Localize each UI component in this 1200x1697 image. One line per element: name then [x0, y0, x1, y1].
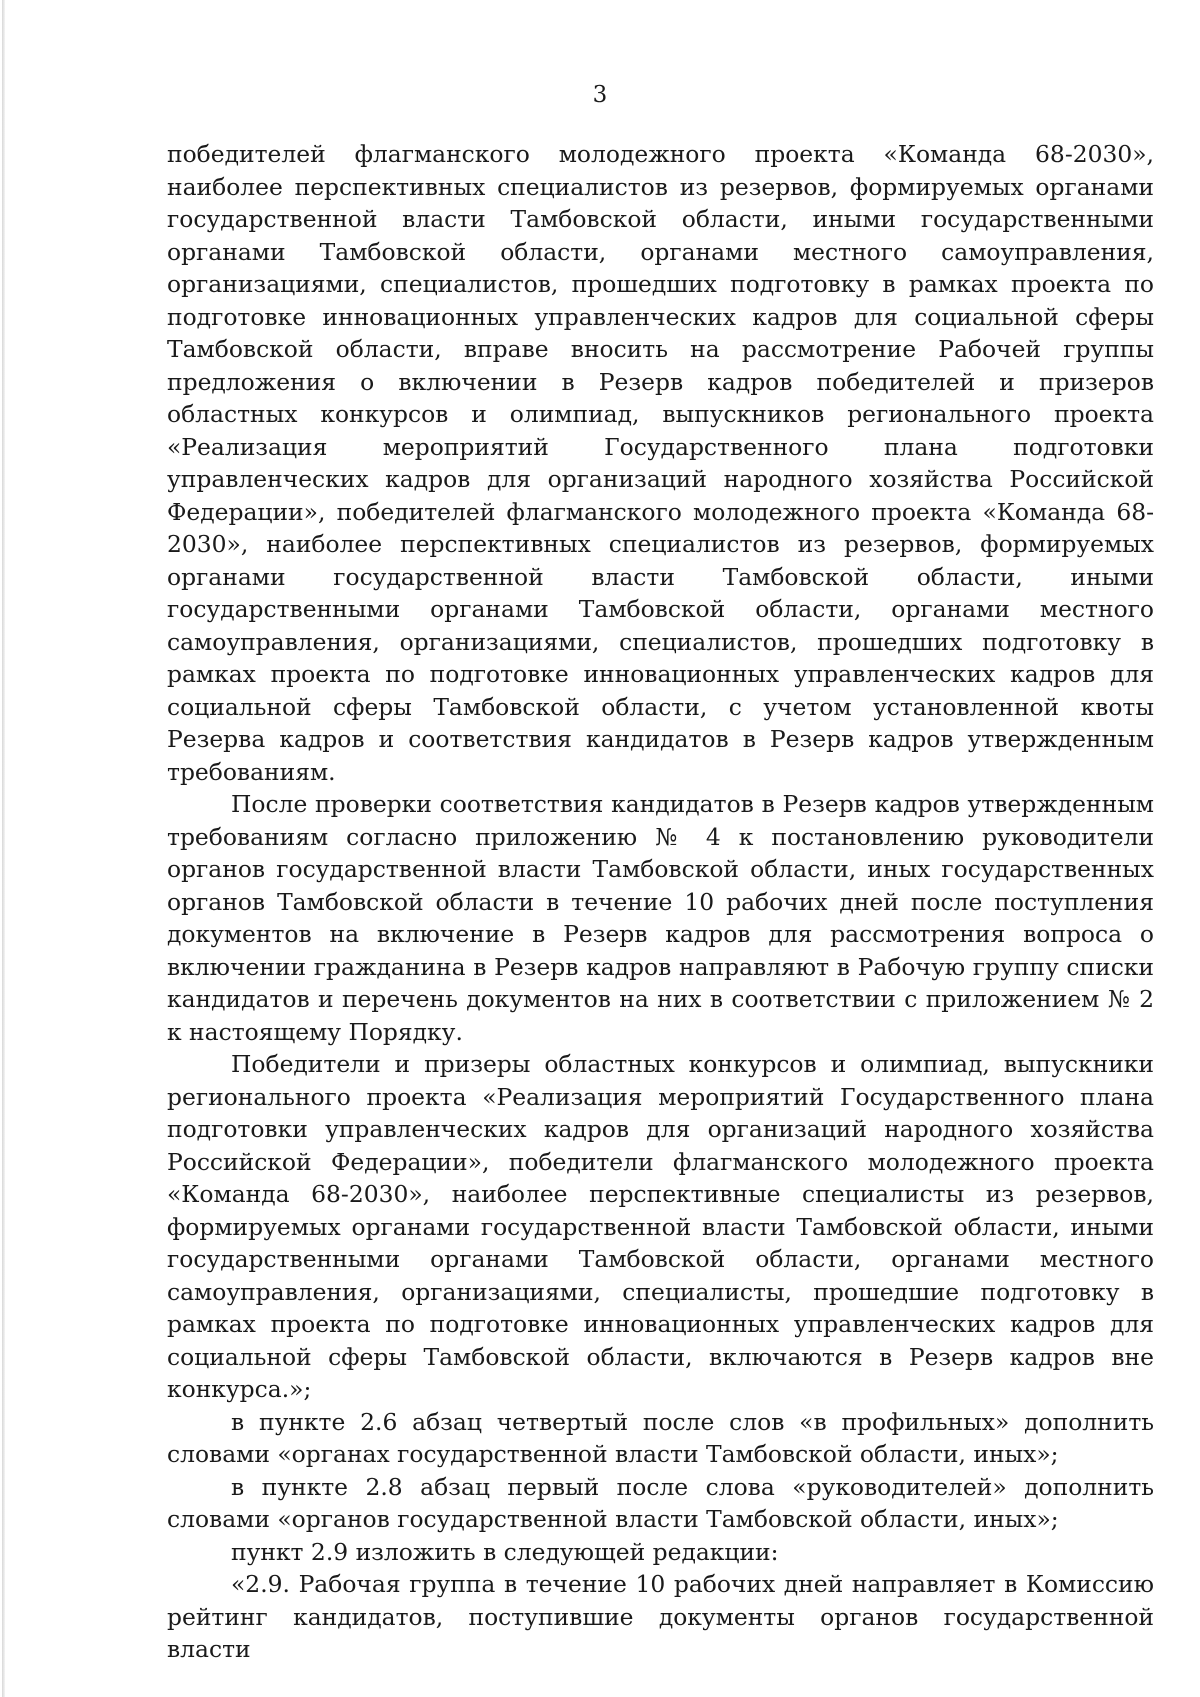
- paragraph-item-2-9-text: «2.9. Рабочая группа в течение 10 рабочих дней направляет в Комиссию рейтинг кандидатов, поступившие документы органов государственной власти: [167, 1570, 1154, 1663]
- document-body: [167, 138, 1154, 1666]
- page-number: 3: [592, 82, 608, 108]
- paragraph-item-2-9-intro: пункт 2.9 изложить в следующей редакции:: [231, 1537, 779, 1566]
- scan-edge: [2, 0, 5, 1697]
- paragraph-item-2-8: в пункте 2.8 абзац первый после слова «руководителей» дополнить словами «органов государственной власти Тамбовской области, иных»;: [167, 1472, 1154, 1533]
- paragraph-verification: После проверки соответствия кандидатов в Резерв кадров утвержденным требованиям согласно приложению № 4 к постановлению руководители органов государственной власти Тамбовской области, иных государственных органов Тамбовской области в течение 10 рабочих дней после поступления документов на включение в Резерв кадров для рассмотрения вопроса о включении гражданина в Резерв кадров направляют в Рабочую группу списки кандидатов и перечень документов на них в соответствии с приложением № 2 к настоящему Порядку.: [167, 790, 1154, 1046]
- paragraph-item-2-6: в пункте 2.6 абзац четвертый после слов «в профильных» дополнить словами «органах государственной власти Тамбовской области, иных»;: [167, 1407, 1154, 1468]
- paragraph-continuation: победителей флагманского молодежного проекта «Команда 68-2030», наиболее перспективных специалистов из резервов, формируемых органами государственной власти Тамбовской области, иными государственными органами Тамбовской области, органами местного самоуправления, организациями, специалистов, прошедших подготовку в рамках проекта по подготовке инновационных управленческих кадров для социальной сферы Тамбовской области, вправе вносить на рассмотрение Рабочей группы предложения о включении в Резерв кадров победителей и призеров областных конкурсов и олимпиад, выпускников регионального проекта «Реализация мероприятий Государственного плана подготовки управленческих кадров для организаций народного хозяйства Российской Федерации», победителей флагманского молодежного проекта «Команда 68-2030», наиболее перспективных специалистов из резервов, формируемых органами государственной власти Тамбовской области, иными государственными органами Тамбовской области, органами местного самоуправления, организациями, специалистов, прошедших подготовку в рамках проекта по подготовке инновационных управленческих кадров для социальной сферы Тамбовской области, с учетом установленной квоты Резерва кадров и соответствия кандидатов в Резерв кадров утвержденным требованиям.: [167, 140, 1154, 786]
- paragraph-out-of-competition: Победители и призеры областных конкурсов и олимпиад, выпускники регионального проекта «Реализация мероприятий Государственного плана подготовки управленческих кадров для организаций народного хозяйства Российской Федерации», победители флагманского молодежного проекта «Команда 68-2030», наиболее перспективные специалисты из резервов, формируемых органами государственной власти Тамбовской области, иными государственными органами Тамбовской области, органами местного самоуправления, организациями, специалисты, прошедшие подготовку в рамках проекта по подготовке инновационных управленческих кадров для социальной сферы Тамбовской области, включаются в Резерв кадров вне конкурса.»;: [167, 1050, 1154, 1403]
